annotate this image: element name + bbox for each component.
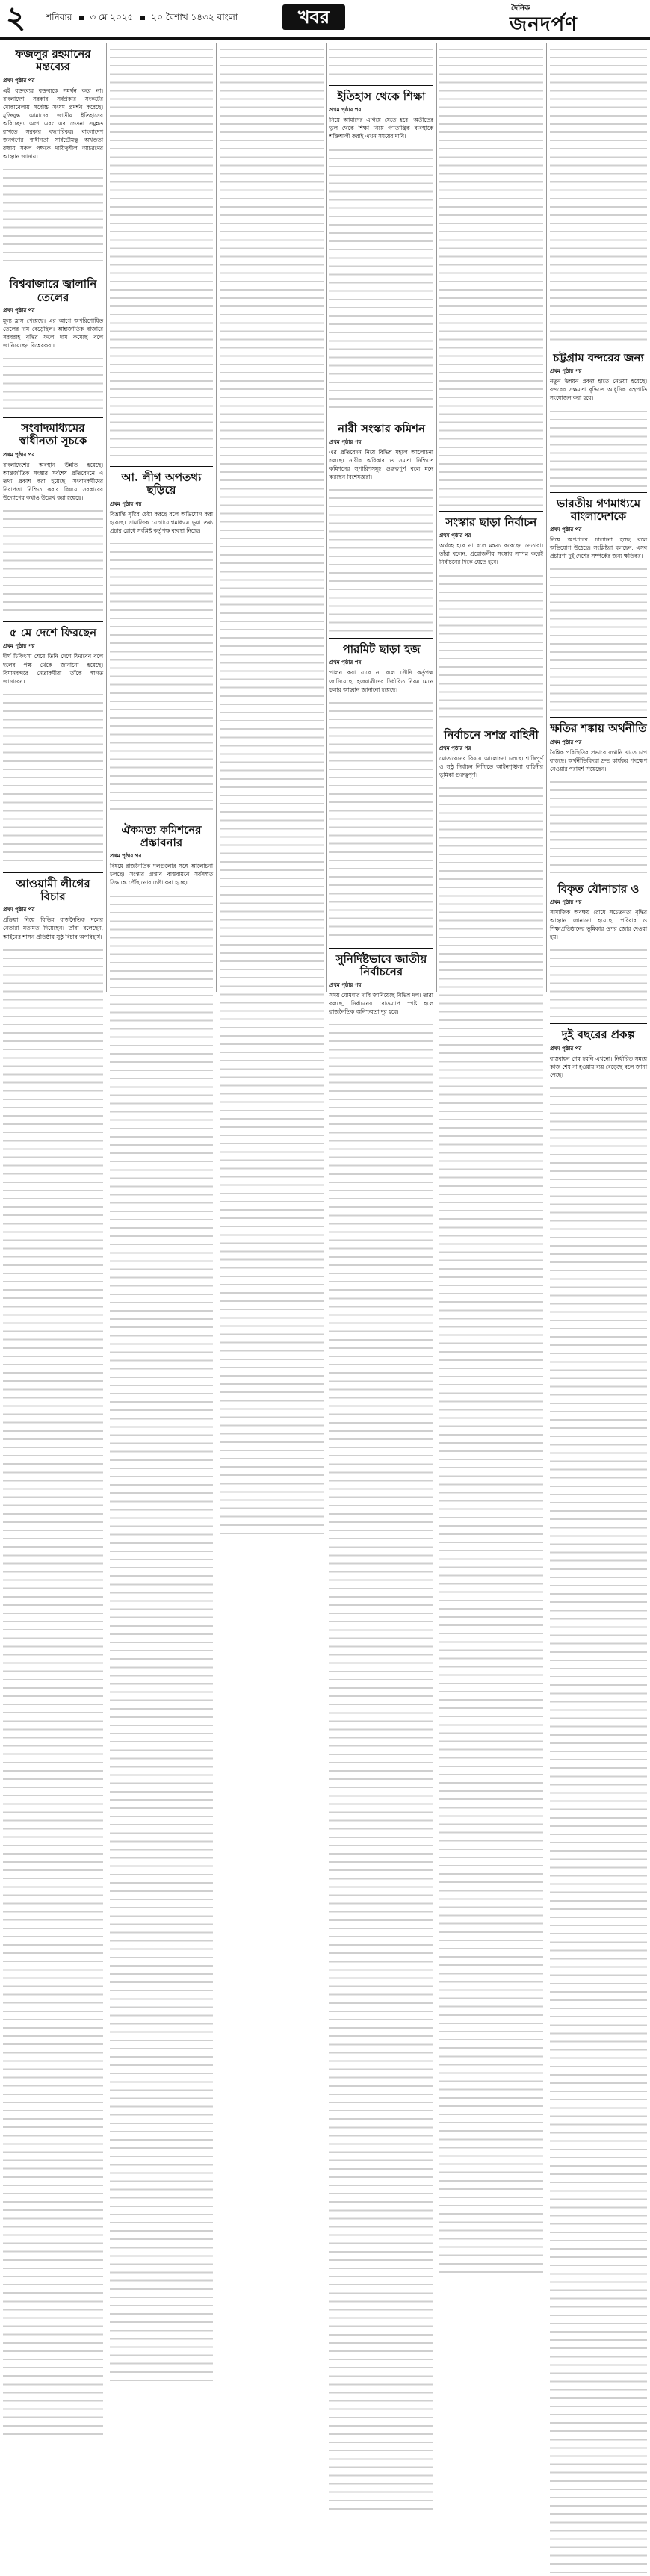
logo-prefix: দৈনিক (511, 4, 530, 13)
continuation-label: প্রথম পৃষ্ঠার পর (550, 1045, 582, 1052)
article-body: এর প্রতিবেদন নিয়ে বিভিন্ন মহলে আলোচনা চলছে। নারীর অধিকার ও সমতা নিশ্চিতে কমিশনের সুপারিশসমূহ গুরুত্বপূর্ণ বলে মনে করছেন বিশেষজ্ঞরা। (329, 448, 433, 481)
headline: আ. লীগ অপতথ্য ছড়িয়ে (121, 471, 202, 497)
headline: ইতিহাস থেকে শিক্ষা (337, 90, 426, 103)
article-body: অর্থবহ হবে না বলে মন্তব্য করেছেন নেতারা। তাঁরা বলেন, প্রয়োজনীয় সংস্কার সম্পন্ন করেই নির্বাচনের দিকে যেতে হবে। (439, 542, 543, 566)
article-body: নিয়ে আমাদের এগিয়ে যেতে হবে। অতীতের ভুল থেকে শিক্ষা নিয়ে গণতান্ত্রিক ব্যবস্থাকে শক্তিশালী করাই এখন সময়ের দাবি। (329, 117, 433, 140)
continuation-label: প্রথম পৃষ্ঠার পর (3, 643, 35, 650)
headline: নির্বাচনে সশস্ত্র বাহিনী (444, 727, 539, 742)
continuation-label: প্রথম পৃষ্ঠার পর (3, 307, 35, 314)
headline: নারী সংস্কার কমিশন (337, 421, 425, 435)
continuation-label: প্রথম পৃষ্ঠার পর (3, 451, 35, 458)
continuation-label: প্রথম পৃষ্ঠার পর (329, 659, 362, 666)
column-1 (3, 43, 103, 992)
article-body: বিভ্রান্তি সৃষ্টির চেষ্টা করছে বলে অভিযোগ করা হয়েছে। সামাজিক যোগাযোগমাধ্যমে ভুয়া তথ্য প্রচার রোধে সংশ্লিষ্ট কর্তৃপক্ষ ব্যবস্থা নিচ্ছে। (110, 510, 213, 534)
article-body: মোতায়েনের বিষয়ে আলোচনা চলছে। শান্তিপূর্ণ ও সুষ্ঠু নির্বাচন নিশ্চিতে আইনশৃঙ্খলা বাহিনীর ভূমিকা গুরুত্বপূর্ণ। (439, 754, 543, 778)
column-3 (220, 43, 324, 992)
article-body: নিয়ে অপপ্রচার চালানো হচ্ছে বলে অভিযোগ উঠেছে। সংশ্লিষ্টরা বলছেন, এসব প্রচারণা দুই দেশের সম্পর্কের জন্য ক্ষতিকর। (550, 536, 647, 560)
headline: দুই বছরের প্রকল্প (561, 1028, 636, 1042)
headline: বিকৃত যৌনাচার ও (557, 881, 640, 896)
column-5 (439, 43, 543, 992)
article-body: বৈশ্বিক পরিস্থিতির প্রভাবে রপ্তানি খাতে চাপ বাড়ছে। অর্থনীতিবিদরা দ্রুত কার্যকর পদক্ষেপ নেওয়ার পরামর্শ দিয়েছেন। (550, 748, 647, 772)
continuation-label: প্রথম পৃষ্ঠার পর (550, 527, 582, 533)
article-body: মূল্য হ্রাস পেয়েছে। এর আগে অপরিশোধিত তেলের দাম বেড়েছিল। আন্তর্জাতিক বাজারে সরবরাহ বৃদ্ধির ফলে দাম কমেছে বলে জানিয়েছেন বিশ্লেষকরা। (3, 317, 103, 350)
continuation-label: প্রথম পৃষ্ঠার পর (3, 77, 35, 84)
headline: চট্টগ্রাম বন্দরের জন্য (553, 351, 644, 364)
square-bullet-icon (140, 16, 145, 20)
headline: ভারতীয় গণমাধ্যমে বাংলাদেশকে (556, 496, 641, 523)
newspaper-logo (510, 3, 644, 34)
continuation-label: প্রথম পৃষ্ঠার পর (329, 107, 362, 114)
continuation-label: প্রথম পৃষ্ঠার পর (550, 739, 582, 745)
column-4 (329, 43, 433, 1016)
article-body: সামাজিক অবক্ষয় রোধে সচেতনতা বৃদ্ধির আহ্বান জানানো হয়েছে। পরিবার ও শিক্ষাপ্রতিষ্ঠানের ভূমিকার ওপর জোর দেওয়া হয়। (550, 909, 647, 941)
article-body: সময় ঘোষণার দাবি জানিয়েছে বিভিন্ন দল। তারা বলছে, নির্বাচনের রোডম্যাপ স্পষ্ট হলে রাজনৈতিক অনিশ্চয়তা দূর হবে। (329, 992, 433, 1016)
column-divider (106, 43, 107, 992)
continuation-label: প্রথম পৃষ্ঠার পর (3, 907, 35, 913)
article-body: এই বক্তব্যের বক্তব্যকে সমর্থন করে না। বাংলাদেশ সরকার সর্বপ্রকার সংকটের মোকাবেলায় সর্বোচ্চ সংযম প্রদর্শন করেছে। মুক্তিযুদ্ধ আমাদের জাতীয় ইতিহাসের অবিচ্ছেদ্য অংশ এবং এর চেতনা সমুন্নত রাখতে সরকার বদ্ধপরিকর। বাংলাদেশ জনগণের স্বাধীনতা সার্বভৌমত্ব অখণ্ডতা রক্ষায় সকল পক্ষকে দায়িত্বশীল আচরণের আহ্বান জানায়। (3, 87, 103, 161)
article-body: পালন করা যাবে না বলে সৌদি কর্তৃপক্ষ জানিয়েছে। হজযাত্রীদের নির্ধারিত নিয়ম মেনে চলার আহ্বান জানানো হয়েছে। (329, 669, 433, 693)
date-bangla: ২০ বৈশাখ ১৪৩২ বাংলা (151, 12, 238, 22)
dateline (46, 11, 242, 26)
continuation-label: প্রথম পৃষ্ঠার পর (439, 745, 471, 751)
headline: বিশ্ববাজারে জ্বালানি তেলের (9, 277, 97, 304)
headline: ফজলুর রহমানের মন্তব্যের (15, 47, 91, 74)
column-divider (216, 43, 217, 992)
logo-name: জনদর্পণ (510, 13, 578, 36)
headline: আওয়ামী লীগের বিচার (16, 876, 90, 904)
date-english: ৩ মে ২০২৫ (90, 12, 134, 22)
column-divider (546, 43, 547, 992)
article-body: বিষয়ে রাজনৈতিক দলগুলোর সঙ্গে আলোচনা চলছে। সংস্কার প্রস্তাব বাস্তবায়নে সর্বসম্মত সিদ্ধান্তে পৌঁছানোর চেষ্টা করা হচ্ছে। (110, 863, 213, 887)
headline: ৫ মে দেশে ফিরছেন (9, 626, 97, 640)
page-number: ২ (6, 0, 26, 35)
column-2 (110, 43, 213, 992)
continuation-label: প্রথম পৃষ্ঠার পর (439, 533, 471, 539)
headline: সংবাদমাধ্যমের স্বাধীনতা সূচকে (19, 421, 87, 448)
column-6 (550, 43, 647, 1078)
continuation-label: প্রথম পৃষ্ঠার পর (550, 899, 582, 906)
continuation-label: প্রথম পৃষ্ঠার পর (110, 500, 142, 507)
continuation-label: প্রথম পৃষ্ঠার পর (110, 853, 142, 860)
column-divider (436, 43, 437, 992)
column-divider (326, 43, 327, 992)
continuation-label: প্রথম পৃষ্ঠার পর (329, 982, 362, 989)
day-label: শনিবার (46, 12, 72, 22)
article-body: দীর্ঘ চিকিৎসা শেষে তিনি দেশে ফিরবেন বলে দলের পক্ষ থেকে জানানো হয়েছে। বিমানবন্দরে নেতাকর্মীরা তাঁকে স্বাগত জানাবেন। (3, 653, 103, 685)
article-body: বাংলাদেশের অবস্থান উন্নতি হয়েছে। আন্তর্জাতিক সংস্থার সর্বশেষ প্রতিবেদনে এ তথ্য প্রকাশ করা হয়েছে। সংবাদকর্মীদের নিরাপত্তা নিশ্চিত করার বিষয়ে সরকারের উদ্যোগের কথাও উল্লেখ করা হয়েছে। (3, 461, 103, 502)
article-body: নতুন উন্নয়ন প্রকল্প হাতে নেওয়া হয়েছে। বন্দরের সক্ষমতা বৃদ্ধিতে আধুনিক যন্ত্রপাতি সংযোজন করা হবে। (550, 378, 647, 402)
article-body: প্রক্রিয়া নিয়ে বিভিন্ন রাজনৈতিক দলের নেতারা মতামত দিয়েছেন। তাঁরা বলেছেন, আইনের শাসন প্রতিষ্ঠায় সুষ্ঠু বিচার অপরিহার্য। (3, 916, 103, 940)
headline: সুনির্দিষ্টভাবে জাতীয় নির্বাচনের (335, 952, 427, 978)
continuation-label: প্রথম পৃষ্ঠার পর (329, 438, 362, 445)
headline: ঐকমত্য কমিশনের প্রস্তাবনার (121, 822, 202, 850)
section-label: খবর (282, 4, 345, 30)
continuation-label: প্রথম পৃষ্ঠার পর (550, 368, 582, 375)
headline: সংস্কার ছাড়া নির্বাচন (445, 515, 537, 529)
article-body: বাস্তবায়ন শেষ হয়নি এখনো। নির্ধারিত সময়ে কাজ শেষ না হওয়ায় ব্যয় বেড়েছে বলে জানা গেছে। (550, 1055, 647, 1078)
square-bullet-icon (79, 16, 84, 20)
headline: ক্ষতির শঙ্কায় অর্থনীতি (550, 721, 647, 736)
masthead (0, 0, 650, 40)
headline: পারমিট ছাড়া হজ (342, 642, 421, 657)
